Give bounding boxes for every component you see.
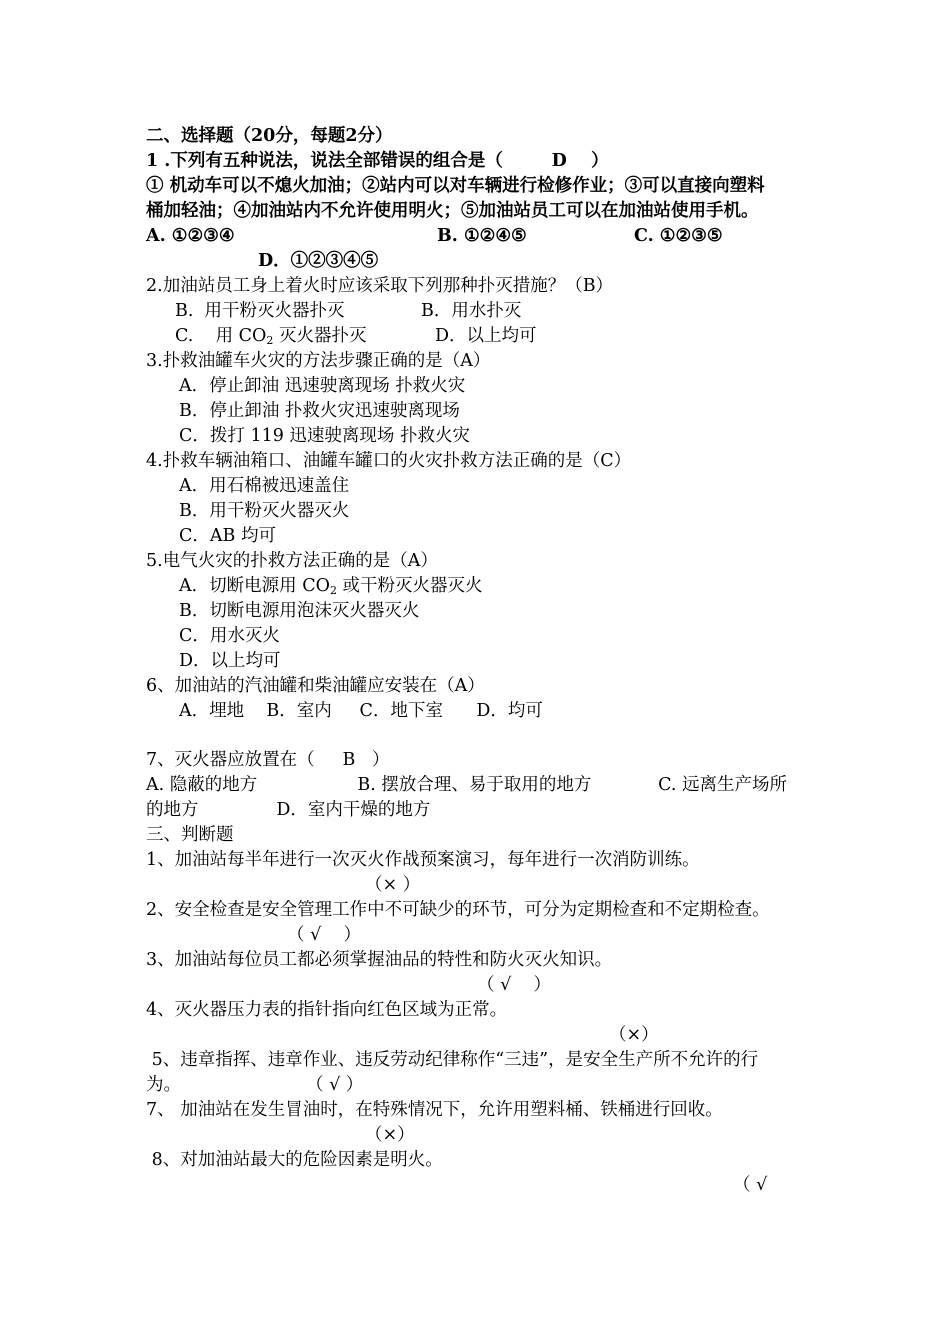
q1-statement-line: ① 机动车可以不熄火加油；②站内可以对车辆进行检修作业；③可以直接向塑料	[146, 176, 765, 196]
q5-option-c: C．用水灭火	[179, 626, 280, 646]
q6-options: A．埋地 B．室内 C．地下室 D．均可	[179, 701, 543, 721]
judge-answer-7: （×）	[365, 1125, 415, 1145]
judge-item-4: 4、灭火器压力表的指针指向红色区域为正常。	[146, 1000, 508, 1020]
judge-answer-3: （ √ ）	[477, 975, 551, 995]
q2-stem: 2.加油站员工身上着火时应该采取下列那种扑灭措施？（B）	[146, 276, 614, 296]
q3-option-a: A．停止卸油 迅速驶离现场 扑救火灾	[179, 376, 466, 396]
q4-option-b: B．用干粉灭火器灭火	[179, 501, 350, 521]
section-title-judge: 三、判断题	[146, 825, 234, 845]
q2-option-b-water: B．用水扑灭	[421, 301, 522, 321]
q1-option-b: B. ①②④⑤	[437, 226, 527, 246]
q2-option-b: B. 用干粉灭火器扑灭	[175, 301, 345, 321]
q6-stem: 6、加油站的汽油罐和柴油罐应安装在（A）	[146, 676, 485, 696]
judge-answer-5: （ √ ）	[306, 1075, 364, 1095]
judge-item-5-cont: 为。	[146, 1075, 181, 1095]
q3-option-c: C．拨打 119 迅速驶离现场 扑救火灾	[179, 426, 470, 446]
q1-option-d: D．①②③④⑤	[258, 251, 379, 271]
judge-item-5: 5、违章指挥、违章作业、违反劳动纪律称作“三违”，是安全生产所不允许的行	[146, 1050, 759, 1070]
q1-statement-line: 桶加轻油；④加油站内不允许使用明火；⑤加油站员工可以在加油站使用手机。	[146, 201, 759, 221]
q4-option-c: C．AB 均可	[179, 526, 276, 546]
q5-option-d: D．以上均可	[179, 651, 281, 671]
judge-item-3: 3、加油站每位员工都必须掌握油品的特性和防火灭火知识。	[146, 950, 613, 970]
q3-option-b: B．停止卸油 扑救火灾迅速驶离现场	[179, 401, 460, 421]
q1-option-c: C. ①②③⑤	[634, 226, 723, 246]
q7-options-cont: 的地方 D．室内干燥的地方	[146, 800, 431, 820]
judge-answer-4: （×）	[609, 1025, 659, 1045]
q1-stem: 1 .下列有五种说法，说法全部错误的组合是（ D ）	[146, 151, 609, 171]
q4-stem: 4.扑救车辆油箱口、油罐车罐口的火灾扑救方法正确的是（C）	[146, 451, 632, 471]
q7-options: A. 隐蔽的地方 B. 摆放合理、易于取用的地方 C. 远离生产场所	[146, 775, 788, 795]
q5-option-b: B．切断电源用泡沫灭火器灭火	[179, 601, 420, 621]
judge-item-7: 7、 加油站在发生冒油时，在特殊情况下，允许用塑料桶、铁桶进行回收。	[146, 1100, 723, 1120]
judge-answer-8: （ √	[733, 1175, 768, 1195]
q5-stem: 5.电气火灾的扑救方法正确的是（A）	[146, 551, 438, 571]
judge-item-8: 8、对加油站最大的危险因素是明火。	[146, 1150, 443, 1170]
q2-option-d: D．以上均可	[435, 326, 537, 346]
judge-answer-2: （ √ ）	[287, 925, 361, 945]
q2-option-c: C. 用 $CO_2$ 灭火器扑灭	[175, 326, 367, 347]
q3-stem: 3.扑救油罐车火灾的方法步骤正确的是（A）	[146, 351, 491, 371]
judge-answer-1: （× ）	[365, 875, 421, 895]
q1-option-a: A. ①②③④	[146, 226, 235, 246]
q4-option-a: A．用石棉被迅速盖住	[179, 476, 350, 496]
section-title-choice: 二、选择题（20分，每题2分）	[146, 126, 393, 146]
judge-item-1: 1、加油站每半年进行一次灭火作战预案演习，每年进行一次消防训练。	[146, 850, 700, 870]
q5-option-a: A．切断电源用 $CO_2$ 或干粉灭火器灭火	[179, 576, 483, 597]
judge-item-2: 2、安全检查是安全管理工作中不可缺少的环节，可分为定期检查和不定期检查。	[146, 900, 770, 920]
q7-stem: 7、灭火器应放置在（ B ）	[146, 750, 390, 770]
